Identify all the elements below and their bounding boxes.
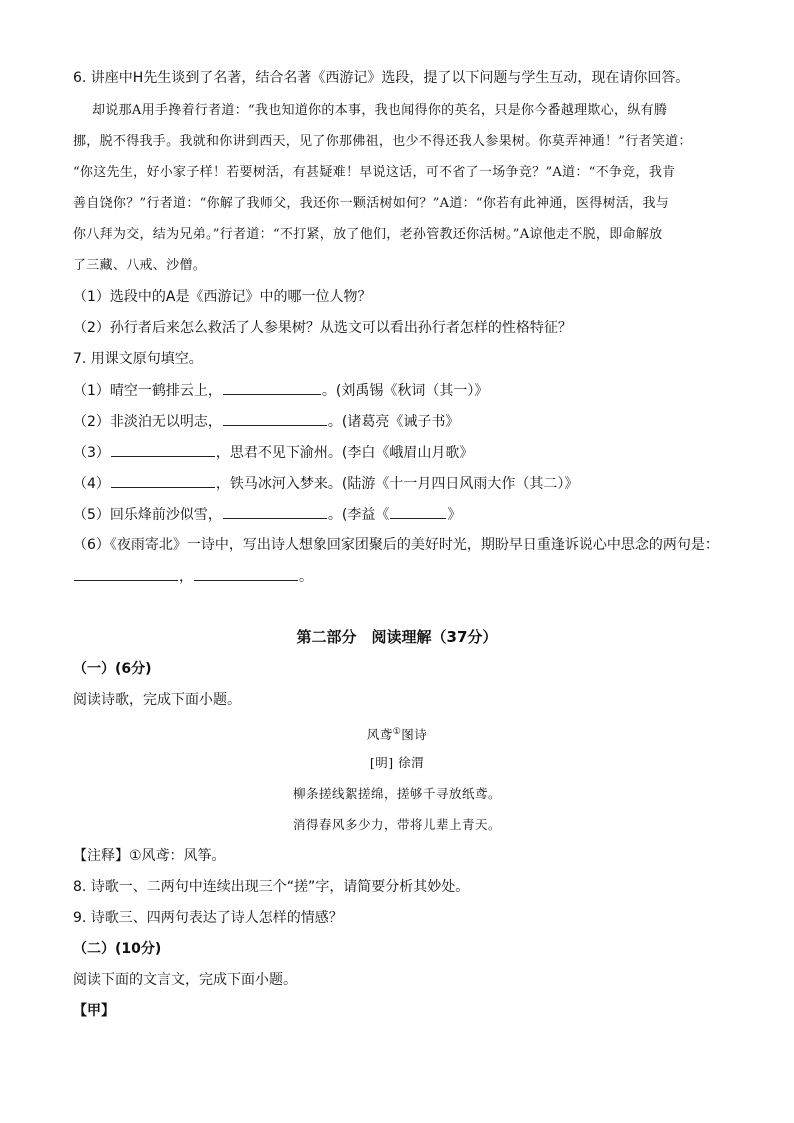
fill-item-4	[73, 473, 578, 494]
question-9: 9. 诗歌三、四两句表达了诗人怎样的情感？	[73, 910, 343, 926]
passage-line-5: 你八拜为交，结为兄弟。”行者道：“不打紧，放了他们，老孙管教还你活树。”A谅他走不脱，即命解放	[73, 227, 663, 242]
fill-item-1	[73, 380, 488, 401]
fill-item-6-period: 。	[299, 569, 313, 585]
answer-blank[interactable]	[111, 473, 215, 488]
fill-item-1-prefix: （1）晴空一鹤排云上，	[73, 383, 222, 399]
section-1-intro: 阅读诗歌，完成下面小题。	[73, 692, 241, 708]
passage-line-3: “你这先生，好小家子样！若要树活，有甚疑难！早说这话，可不省了一场争竞？”A道：“不争竞，我肯	[73, 165, 676, 180]
poem-line-1: 柳条搓线絮搓绵，搓够千寻放纸鸢。	[292, 786, 501, 801]
poem-note-mark: ①	[392, 727, 402, 737]
part-2-heading: 第二部分 阅读理解（37分）	[296, 628, 498, 646]
fill-item-5-close: 》	[447, 507, 462, 523]
section-1-title: （一）(6分)	[73, 661, 152, 677]
fill-item-6-comma: ，	[179, 569, 193, 585]
passage-line-6: 了三藏、八戒、沙僧。	[73, 258, 207, 273]
poem-annotation: 【注释】①风鸢：风筝。	[73, 848, 226, 864]
question-6-prompt: 6. 讲座中H先生谈到了名著，结合名著《西游记》选段，提了以下问题与学生互动，现在请你回答。	[73, 70, 690, 86]
fill-item-2	[73, 411, 459, 432]
passage-line-4: 善自饶你？”行者道：“你解了我师父，我还你一颗活树如何？”A道：“你若有此神通，医得树活，我与	[73, 196, 670, 211]
poem-title-pre: 风鸢	[366, 727, 393, 743]
fill-item-5	[73, 504, 461, 525]
fill-item-2-prefix: （2）非淡泊无以明志，	[73, 414, 222, 430]
passage-line-2: 挪，脱不得我手。我就和你讲到西天，见了你那佛祖，也少不得还我人参果树。你莫弄神通！”行者笑道：	[73, 134, 692, 149]
passage-line-1: 却说那A用手搀着行者道：“我也知道你的本事，我也闻得你的英名，只是你今番越理欺心，纵有腾	[92, 103, 668, 118]
answer-blank[interactable]	[111, 442, 215, 457]
section-2-title: （二）(10分)	[73, 941, 162, 957]
poem-author: [明] 徐渭	[369, 755, 425, 770]
question-6-sub-1: （1）选段中的A是《西游记》中的哪一位人物？	[73, 289, 372, 305]
answer-blank[interactable]	[74, 566, 178, 581]
question-6-sub-2: （2）孙行者后来怎么救活了人参果树？从选文可以看出孙行者怎样的性格特征？	[73, 320, 572, 336]
question-7-prompt: 7. 用课文原句填空。	[73, 351, 203, 367]
passage-jia-label: 【甲】	[73, 1003, 115, 1019]
fill-item-3	[73, 442, 473, 463]
fill-item-6-blanks	[73, 566, 313, 587]
answer-blank[interactable]	[223, 411, 327, 426]
answer-blank-title[interactable]	[390, 504, 446, 519]
fill-item-3-source: ，思君不见下渝州。(李白《峨眉山月歌》	[215, 445, 474, 461]
answer-blank[interactable]	[194, 566, 298, 581]
answer-blank[interactable]	[223, 504, 327, 519]
question-8: 8. 诗歌一、二两句中连续出现三个“搓”字，请简要分析其妙处。	[73, 879, 470, 895]
poem-line-2: 消得春风多少力，带将儿辈上青天。	[292, 817, 501, 832]
answer-blank[interactable]	[223, 380, 321, 395]
fill-item-6: （6）《夜雨寄北》一诗中，写出诗人想象回家团聚后的美好时光，期盼早日重逢诉说心中思念的两句是：	[73, 537, 719, 553]
fill-item-5-prefix: （5）回乐烽前沙似雪，	[73, 507, 222, 523]
fill-item-1-source: 。(刘禹锡《秋词（其一）》	[321, 383, 489, 399]
fill-item-4-prefix: （4）	[73, 476, 110, 492]
poem-title	[0, 722, 794, 745]
poem-title-post: 图诗	[401, 727, 428, 743]
fill-item-2-source: 。(诸葛亮《诫子书》	[327, 414, 460, 430]
fill-item-5-source: 。(李益《	[327, 507, 390, 523]
fill-item-4-source: ，铁马冰河入梦来。(陆游《十一月四日风雨大作（其二）》	[215, 476, 579, 492]
fill-item-3-prefix: （3）	[73, 445, 110, 461]
section-2-intro: 阅读下面的文言文，完成下面小题。	[73, 972, 297, 988]
